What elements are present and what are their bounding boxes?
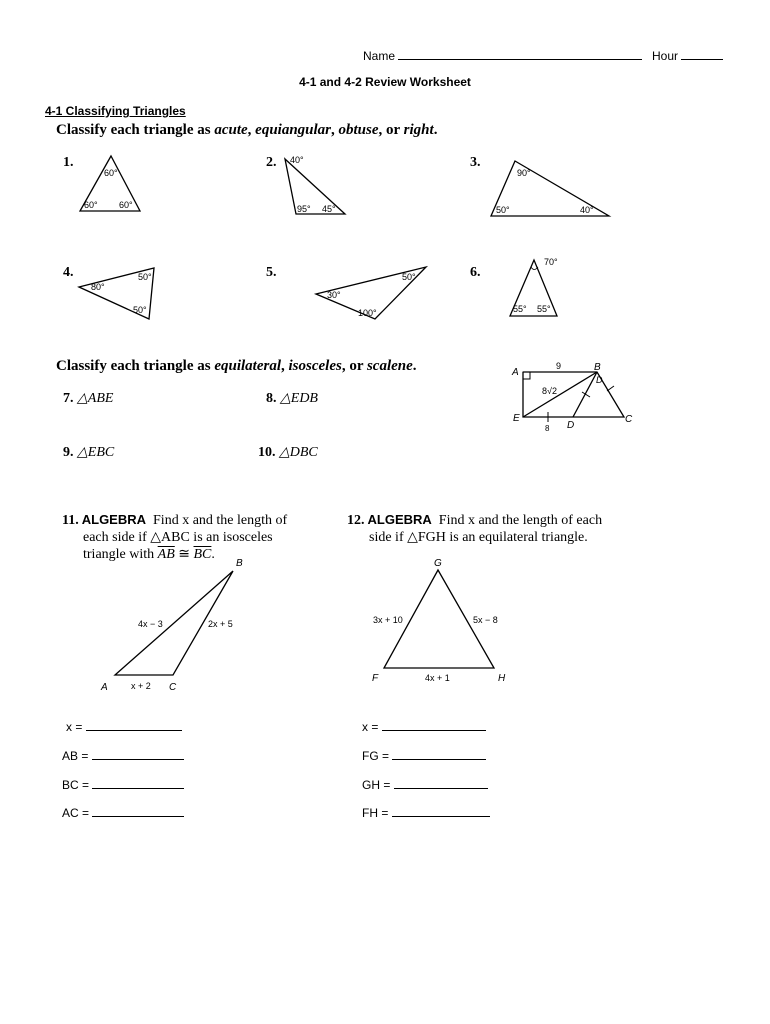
angle-label: 50° xyxy=(496,205,510,215)
problem-number: 11. xyxy=(62,513,79,528)
vertex-F: F xyxy=(372,673,379,684)
sep: , xyxy=(247,122,256,138)
answer-blank[interactable] xyxy=(392,803,490,817)
angle-label: 60° xyxy=(104,168,118,178)
problem-line: side if △FGH is an equilateral triangle. xyxy=(369,530,588,545)
point-C: C xyxy=(625,414,633,425)
angle-label: 55° xyxy=(513,304,527,314)
point-E: E xyxy=(513,413,520,424)
problem-number: 9. xyxy=(63,445,74,460)
angle-label: 30° xyxy=(327,290,341,300)
segment-BC: $\overline{BC}$ xyxy=(193,547,212,562)
angle-label: 50° xyxy=(402,272,416,282)
angle-label: 100° xyxy=(358,308,377,318)
algebra-tag: ALGEBRA xyxy=(367,512,432,527)
segment-AB: $\overline{AB}$ xyxy=(157,547,175,562)
point-A: A xyxy=(512,367,519,378)
answer-12-fg[interactable] xyxy=(362,746,486,763)
vertex-B: B xyxy=(236,558,243,569)
side-label: 4x − 3 xyxy=(138,619,163,629)
angle-label: 50° xyxy=(133,305,147,315)
length-label: 8√2 xyxy=(542,386,557,396)
answer-label: BC = xyxy=(62,778,90,792)
vertex-A: A xyxy=(101,682,108,693)
problem-number-6: 6. xyxy=(470,265,481,280)
term-scalene: scalene xyxy=(366,358,413,374)
sep: , xyxy=(331,122,339,138)
angle-label: 95° xyxy=(297,204,311,214)
algebra-tag: ALGEBRA xyxy=(81,512,147,527)
term-equiangular: equiangular xyxy=(255,122,332,138)
section-heading: 4-1 Classifying Triangles xyxy=(45,104,186,118)
vertex-G: G xyxy=(434,558,442,569)
angle-label: 60° xyxy=(119,200,133,210)
angle-label: 80° xyxy=(91,282,105,292)
problem-number-1: 1. xyxy=(63,155,74,170)
answer-12-gh[interactable] xyxy=(362,775,488,792)
instruction-text: Classify each triangle as xyxy=(56,358,215,374)
side-label: 2x + 5 xyxy=(208,619,233,629)
angle-label: 70° xyxy=(544,257,558,267)
hour-label: Hour xyxy=(652,49,679,63)
angle-label: 40° xyxy=(580,205,594,215)
point-D-upper: D xyxy=(596,375,603,385)
answer-label: GH = xyxy=(362,778,391,792)
angle-label: 60° xyxy=(84,200,98,210)
point-B: B xyxy=(594,362,601,373)
answer-blank[interactable] xyxy=(394,775,488,789)
angle-label: 90° xyxy=(517,168,531,178)
angle-label: 55° xyxy=(537,304,551,314)
problem-text: △EDB xyxy=(280,391,318,406)
side-label: 4x + 1 xyxy=(425,673,450,683)
answer-label: x = xyxy=(66,720,83,734)
angle-label: 45° xyxy=(322,204,336,214)
answer-blank[interactable] xyxy=(382,717,486,731)
answer-label: AB = xyxy=(62,749,89,763)
answer-label: FG = xyxy=(362,749,390,763)
problem-text: Find x and the length of each xyxy=(438,513,603,528)
angle-label: 40° xyxy=(290,155,304,165)
angle-label: 50° xyxy=(138,272,152,282)
term-right: right xyxy=(403,122,434,138)
problem-text: △EBC xyxy=(77,445,115,460)
worksheet-title: 4-1 and 4-2 Review Worksheet xyxy=(299,75,471,89)
problem-number-2: 2. xyxy=(266,155,277,170)
problem-line: each side if △ABC is an isosceles xyxy=(83,530,273,545)
problem-text: △DBC xyxy=(279,445,318,460)
term-obtuse: obtuse xyxy=(338,122,379,138)
sep: , xyxy=(281,358,289,374)
term-acute: acute xyxy=(214,122,248,138)
answer-12-fh[interactable] xyxy=(362,803,490,820)
problem-number: 8. xyxy=(266,391,277,406)
problem-number-5: 5. xyxy=(266,265,277,280)
problem-text: triangle with xyxy=(83,547,158,562)
congruent-symbol: ≅ xyxy=(174,547,194,562)
answer-label: FH = xyxy=(362,806,389,820)
term-equilateral: equilateral xyxy=(214,358,281,374)
sep: , or xyxy=(341,358,367,374)
problem-number: 7. xyxy=(63,391,74,406)
side-label: 5x − 8 xyxy=(473,615,498,625)
length-label: 9 xyxy=(556,361,562,371)
problem-number: 10. xyxy=(258,445,276,460)
problem-number: 12. xyxy=(347,513,365,528)
answer-label: AC = xyxy=(62,806,90,820)
answer-12-x[interactable] xyxy=(362,717,486,734)
vertex-C: C xyxy=(169,682,177,693)
sep: , or xyxy=(378,122,404,138)
length-label: 8 xyxy=(545,424,550,433)
side-label: 3x + 10 xyxy=(373,615,403,625)
sep: . xyxy=(412,358,417,374)
problem-text: . xyxy=(211,547,215,562)
sep: . xyxy=(433,122,438,138)
side-label: x + 2 xyxy=(131,681,151,691)
term-isosceles: isosceles xyxy=(288,358,342,374)
vertex-H: H xyxy=(498,673,506,684)
problem-number-4: 4. xyxy=(63,265,74,280)
point-D-bottom: D xyxy=(567,420,575,431)
answer-blank[interactable] xyxy=(392,746,486,760)
name-label: Name xyxy=(363,49,396,63)
problem-number-3: 3. xyxy=(470,155,481,170)
instruction-text: Classify each triangle as xyxy=(56,122,215,138)
problem-text: Find x and the length of xyxy=(153,513,288,528)
answer-label: x = xyxy=(362,720,379,734)
problem-text: △ABE xyxy=(77,391,114,406)
